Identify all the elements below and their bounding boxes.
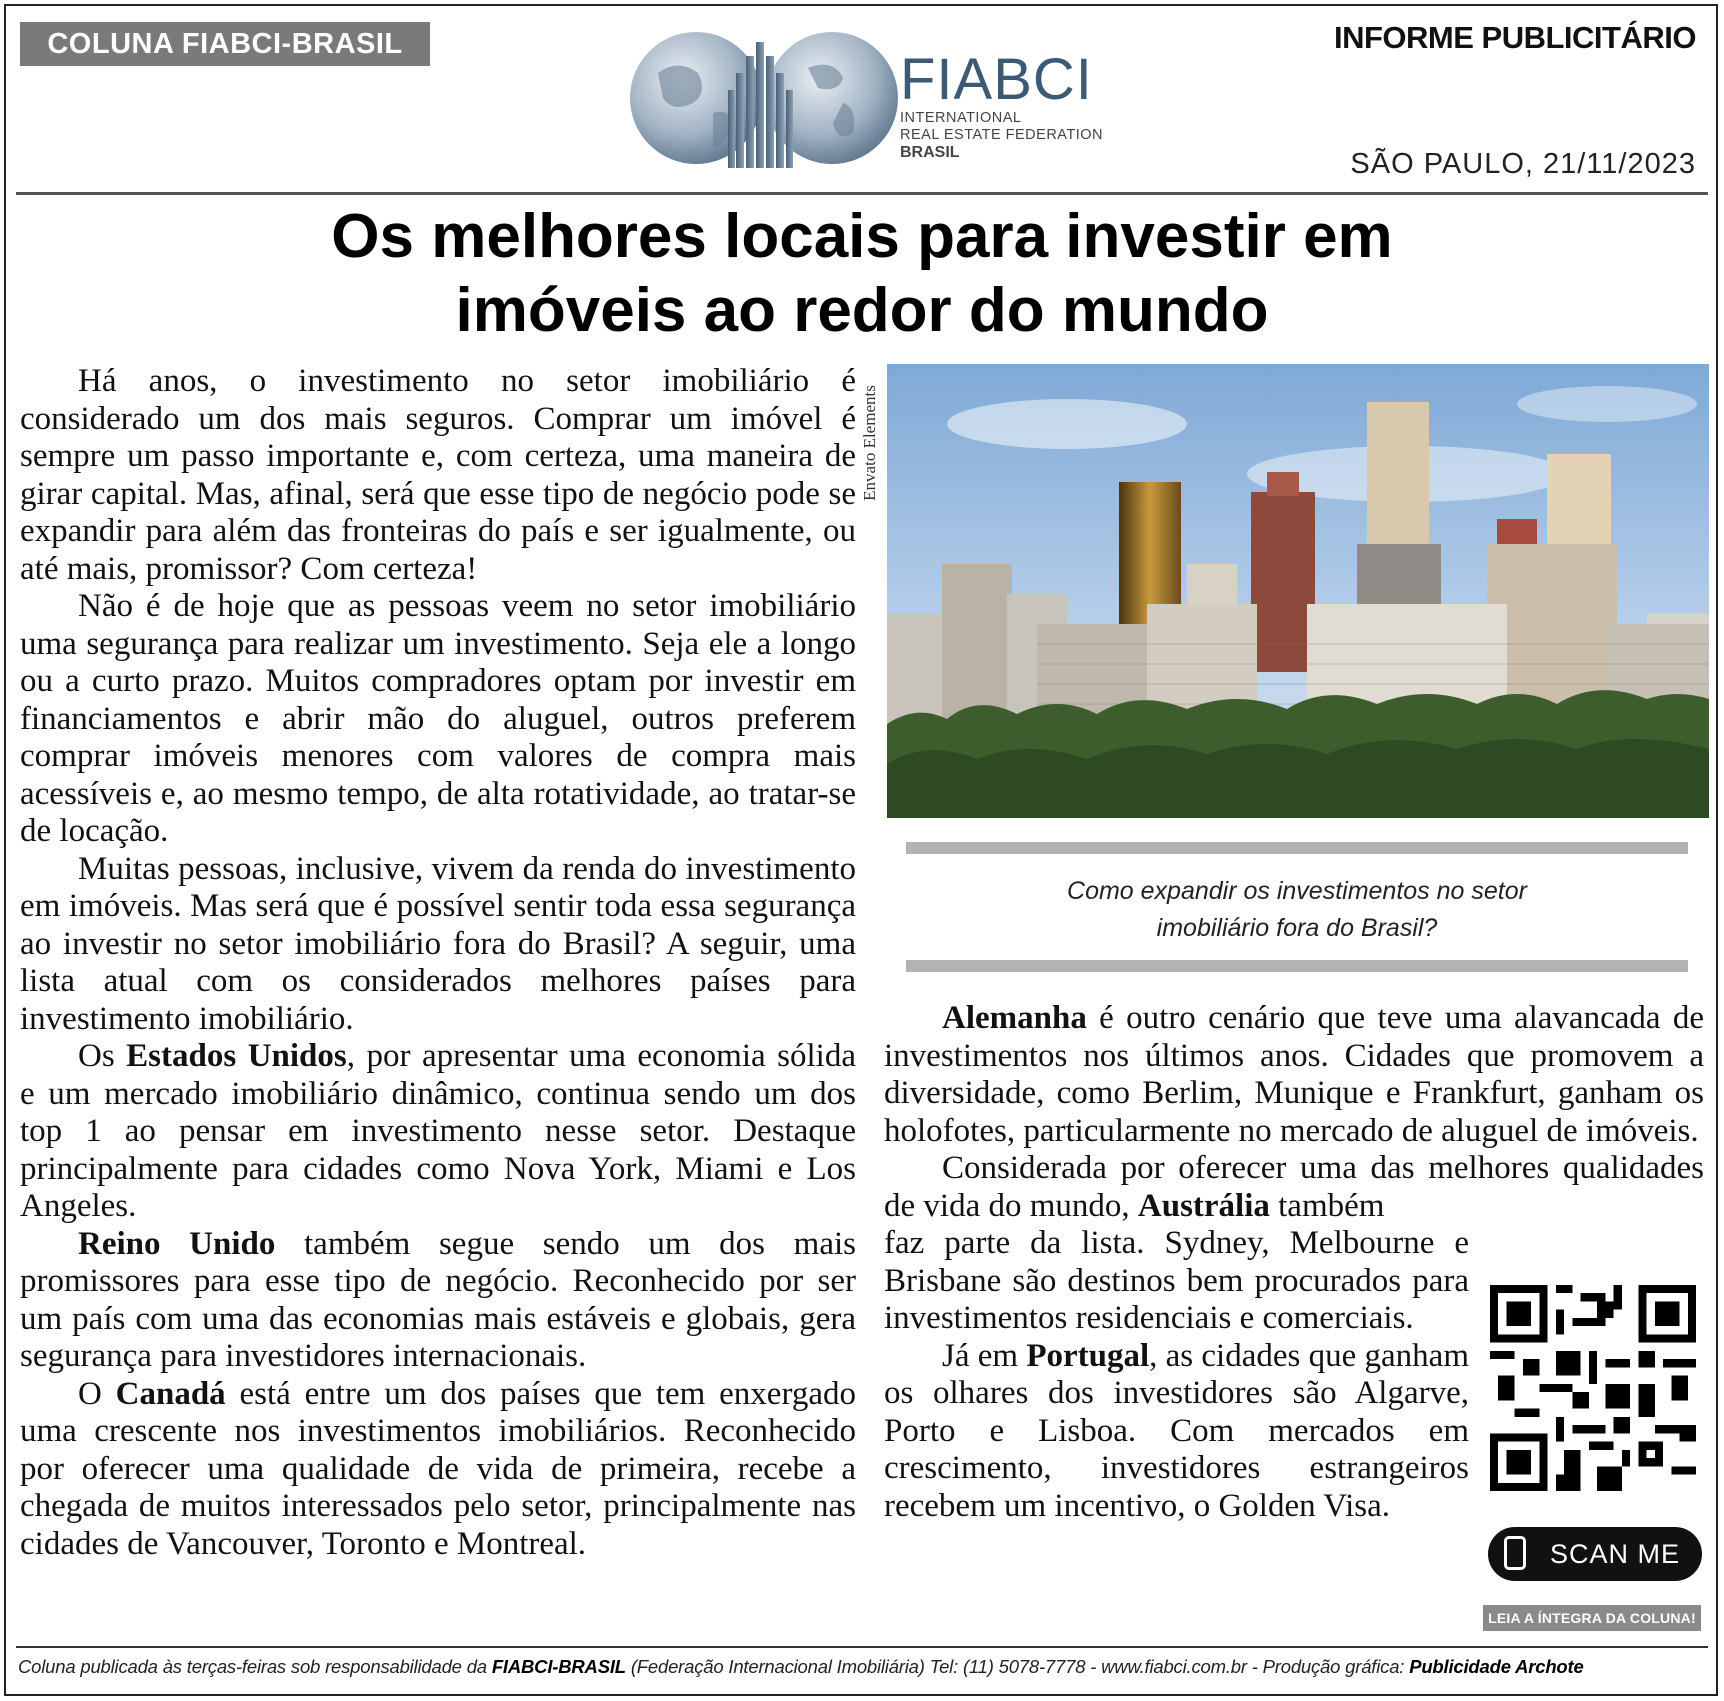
headline (30, 200, 1694, 348)
logo-line1: INTERNATIONAL (900, 110, 1022, 126)
paragraph-continued: faz parte da lista. Sydney, Melbourne e Brisbane são destinos bem procurados para investimentos residenciais e comerciais. (884, 1225, 1469, 1336)
logo-line2: REAL ESTATE FEDERATION (900, 127, 1104, 143)
paragraph: Considerada por oferecer uma das melhores qualidades de vida do mundo, Austrália também (884, 1150, 1704, 1224)
logo-line3: BRASIL (900, 144, 960, 161)
paragraph: Há anos, o investimento no setor imobiliário é considerado um dos mais seguros. Comprar um imóvel é sempre um passo importante e, com certeza, uma maneira de girar capital. Mas, afinal, será que esse tipo de negócio pode se expandir para além das fronteiras do país e ser igualmente, ou até mais, promissor? Com certeza! (20, 363, 856, 587)
qr-code[interactable] (1490, 1285, 1696, 1491)
narrow-text (884, 1225, 1469, 1525)
paragraph: Os Estados Unidos, por apresentar uma economia sólida e um mercado imobiliário dinâmico, continua sendo um dos top 1 ao pensar em investimento nesse setor. Destaque principalmente para cidades como Nova York, Miami e Los Angeles. (20, 1038, 856, 1224)
scan-me-badge[interactable]: SCAN ME (1488, 1527, 1702, 1581)
paragraph: Alemanha é outro cenário que teve uma alavancada de investimentos nos últimos anos. Cidades que promovem a diversidade, como Berlim, Munique e Frankfurt, ganham os holofotes, particularmente no mercado de aluguel de imóveis. (884, 1000, 1704, 1149)
country-portugal: Portugal (1026, 1337, 1150, 1374)
caption-rule-bottom (906, 960, 1688, 972)
footer-org: FIABCI-BRASIL (491, 1656, 626, 1677)
logo-name: FIABCI (900, 47, 1093, 112)
country-germany: Alemanha (942, 1000, 1087, 1036)
country-usa: Estados Unidos (126, 1038, 347, 1074)
left-column (20, 363, 856, 1563)
dateline: SÃO PAULO, 21/11/2023 (1350, 148, 1696, 180)
leia-label: LEIA A ÍNTEGRA DA COLUNA! (1483, 1605, 1701, 1631)
photo-credit: Envato Elements (860, 385, 879, 501)
header-rule (16, 192, 1708, 195)
informe-label: INFORME PUBLICITÁRIO (1334, 20, 1696, 55)
footer-producer: Publicidade Archote (1409, 1656, 1584, 1677)
footer-credits: Coluna publicada às terças-feiras sob responsabilidade da FIABCI-BRASIL (Federação Internacional Imobiliária) Tel: (11) 5078-7778 - www.fiabci.com.br - Produção gráfica: Publicidade Archote (18, 1656, 1584, 1677)
phone-icon (1504, 1536, 1526, 1570)
country-uk: Reino Unido (78, 1225, 276, 1262)
paragraph: Já em Portugal, as cidades que ganham os olhares dos investidores são Algarve, Porto e Lisboa. Com mercados em crescimento, investidores estrangeiros recebem um incentivo, o Golden Visa. (884, 1337, 1469, 1524)
globe-right-icon (766, 32, 898, 164)
caption-rule-top (906, 842, 1688, 854)
paragraph: O Canadá está entre um dos países que tem enxergado uma crescente nos investimentos imobiliários. Reconhecido por oferecer uma qualidade de vida de primeira, recebe a chegada de muitos interessados pelo setor, principalmente nas cidades de Vancouver, Toronto e Montreal. (20, 1375, 856, 1562)
paragraph: Não é de hoje que as pessoas veem no setor imobiliário uma segurança para realizar um investimento. Seja ele a longo ou a curto prazo. Muitos compradores optam por investir em financiamentos e abrir mão do aluguel, outros preferem comprar imóveis menores com valores de compra mais acessíveis e, ao mesmo tempo, de alta rotatividade, ao tratar-se de locação. (20, 588, 856, 849)
country-australia: Austrália (1137, 1187, 1270, 1224)
headline-line1: Os melhores locais para investir em (331, 202, 1393, 271)
paragraph: Reino Unido também segue sendo um dos mais promissores para esse tipo de negócio. Reconhecido por ser um país com uma das economias mais estáveis e globais, gera segurança para investidores internacionais. (20, 1225, 856, 1374)
city-skyline-photo (887, 364, 1709, 818)
paragraph: Muitas pessoas, inclusive, vivem da renda do investimento em imóveis. Mas será que é possível sentir toda essa segurança ao investir no setor imobiliário fora do Brasil? A seguir, uma lista atual com os considerados melhores países para investimento imobiliário. (20, 850, 856, 1037)
country-canada: Canadá (115, 1375, 226, 1412)
column-tag: COLUNA FIABCI-BRASIL (20, 22, 430, 66)
logo-wordmark (900, 47, 1104, 162)
headline-line2: imóveis ao redor do mundo (455, 276, 1269, 345)
footer-rule (16, 1646, 1708, 1648)
photo-caption: Como expandir os investimentos no setor imobiliário fora do Brasil? (1067, 877, 1527, 942)
